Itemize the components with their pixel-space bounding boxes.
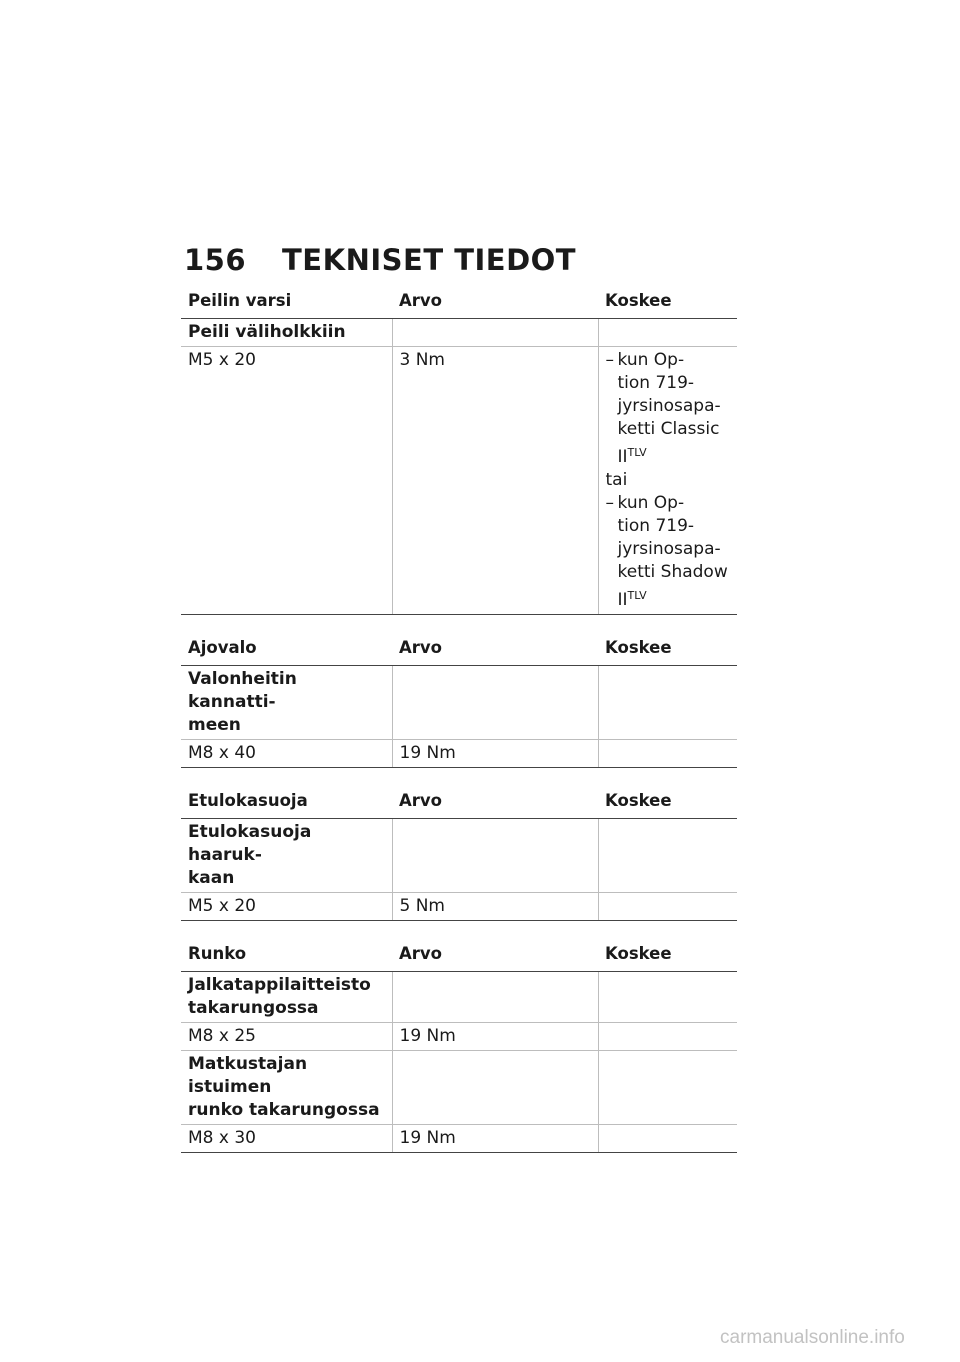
column-header-applies: Koskee: [598, 784, 737, 819]
table-row: [181, 972, 737, 1023]
superscript-tlv: TLV: [627, 446, 647, 459]
screw-size: M8 x 30: [181, 1125, 392, 1153]
empty-cell: [598, 1125, 737, 1153]
applies-text-line: jyrsinosapa-: [617, 539, 721, 559]
torque-value: 19 Nm: [392, 740, 598, 768]
subheading-line: runko takarungossa: [188, 1100, 380, 1120]
empty-cell: [598, 319, 737, 347]
page-header: [184, 240, 576, 280]
table-row: [181, 1023, 737, 1051]
column-header-applies: Koskee: [598, 284, 737, 319]
column-header-applies: Koskee: [598, 937, 737, 972]
superscript-tlv: TLV: [627, 589, 647, 602]
torque-value: 3 Nm: [392, 347, 598, 615]
torque-value: 19 Nm: [392, 1125, 598, 1153]
frame-table: [181, 937, 737, 1153]
applies-text-line: [618, 441, 731, 469]
table-row: [181, 347, 737, 615]
screw-size: M8 x 40: [181, 740, 392, 768]
subheading-line: Jalkatappilaitteisto: [188, 975, 371, 995]
table-row: [181, 666, 737, 740]
column-header-component: Peilin varsi: [181, 284, 392, 319]
table-row: [181, 819, 737, 893]
applies-text-line: kun Op-: [617, 493, 685, 513]
row-subheading: [181, 1051, 392, 1125]
empty-cell: [598, 972, 737, 1023]
mirror-arm-table: [181, 284, 737, 615]
screw-size: M5 x 20: [181, 347, 392, 615]
applies-text-line: ketti Shadow: [617, 562, 728, 582]
column-header-component: Runko: [181, 937, 392, 972]
column-header-component: Ajovalo: [181, 631, 392, 666]
table-header-row: [181, 784, 737, 819]
column-header-value: Arvo: [392, 284, 598, 319]
subheading-line: kaan: [188, 868, 235, 888]
subheading-line: takarungossa: [188, 998, 319, 1018]
subheading-line: meen: [188, 715, 241, 735]
table-header-row: [181, 284, 737, 319]
column-header-value: Arvo: [392, 784, 598, 819]
column-header-value: Arvo: [392, 937, 598, 972]
applies-text-line: [618, 584, 731, 612]
column-header-component: Etulokasuoja: [181, 784, 392, 819]
table-row: [181, 1051, 737, 1125]
subheading-line: Valonheitin kannatti-: [188, 669, 297, 712]
table-row: [181, 1125, 737, 1153]
empty-cell: [598, 1023, 737, 1051]
column-header-applies: Koskee: [598, 631, 737, 666]
empty-cell: [598, 819, 737, 893]
empty-cell: [598, 740, 737, 768]
empty-cell: [392, 319, 598, 347]
column-header-value: Arvo: [392, 631, 598, 666]
row-subheading: [181, 972, 392, 1023]
subheading-line: Matkustajan istuimen: [188, 1054, 308, 1097]
watermark-text: carmanualsonline.info: [720, 1327, 905, 1348]
applies-text-line: jyrsinosapa-: [617, 396, 721, 416]
applies-text-line: tion 719-: [617, 373, 695, 393]
torque-value: 19 Nm: [392, 1023, 598, 1051]
model-suffix: II: [617, 590, 628, 610]
table-row: [181, 740, 737, 768]
model-suffix: II: [617, 447, 628, 467]
row-subheading: [181, 666, 392, 740]
applies-text-line: ketti Classic: [617, 419, 720, 439]
section-title: TEKNISET TIEDOT: [282, 243, 577, 277]
front-fender-table: [181, 784, 737, 921]
empty-cell: [392, 1051, 598, 1125]
applies-cell: [598, 347, 737, 615]
screw-size: M5 x 20: [181, 893, 392, 921]
table-header-row: [181, 937, 737, 972]
table-row: [181, 319, 737, 347]
empty-cell: [392, 972, 598, 1023]
torque-value: 5 Nm: [392, 893, 598, 921]
screw-size: M8 x 25: [181, 1023, 392, 1051]
empty-cell: [392, 666, 598, 740]
applies-text-line: kun Op-: [617, 350, 685, 370]
row-subheading: [181, 819, 392, 893]
subheading-line: Etulokasuoja haaruk-: [188, 822, 312, 865]
page-number: 156: [184, 243, 247, 277]
empty-cell: [392, 819, 598, 893]
empty-cell: [598, 893, 737, 921]
empty-cell: [598, 666, 737, 740]
row-subheading: Peili väliholkkiin: [181, 319, 392, 347]
table-row: [181, 893, 737, 921]
connector-text: tai: [605, 470, 628, 490]
empty-cell: [598, 1051, 737, 1125]
applies-text-line: tion 719-: [617, 516, 695, 536]
spec-tables: [181, 284, 737, 1169]
headlight-table: [181, 631, 737, 768]
table-header-row: [181, 631, 737, 666]
dash-bullet: –: [605, 350, 614, 370]
dash-bullet: –: [605, 493, 614, 513]
applies-item: [606, 492, 731, 612]
applies-item: [606, 349, 731, 469]
